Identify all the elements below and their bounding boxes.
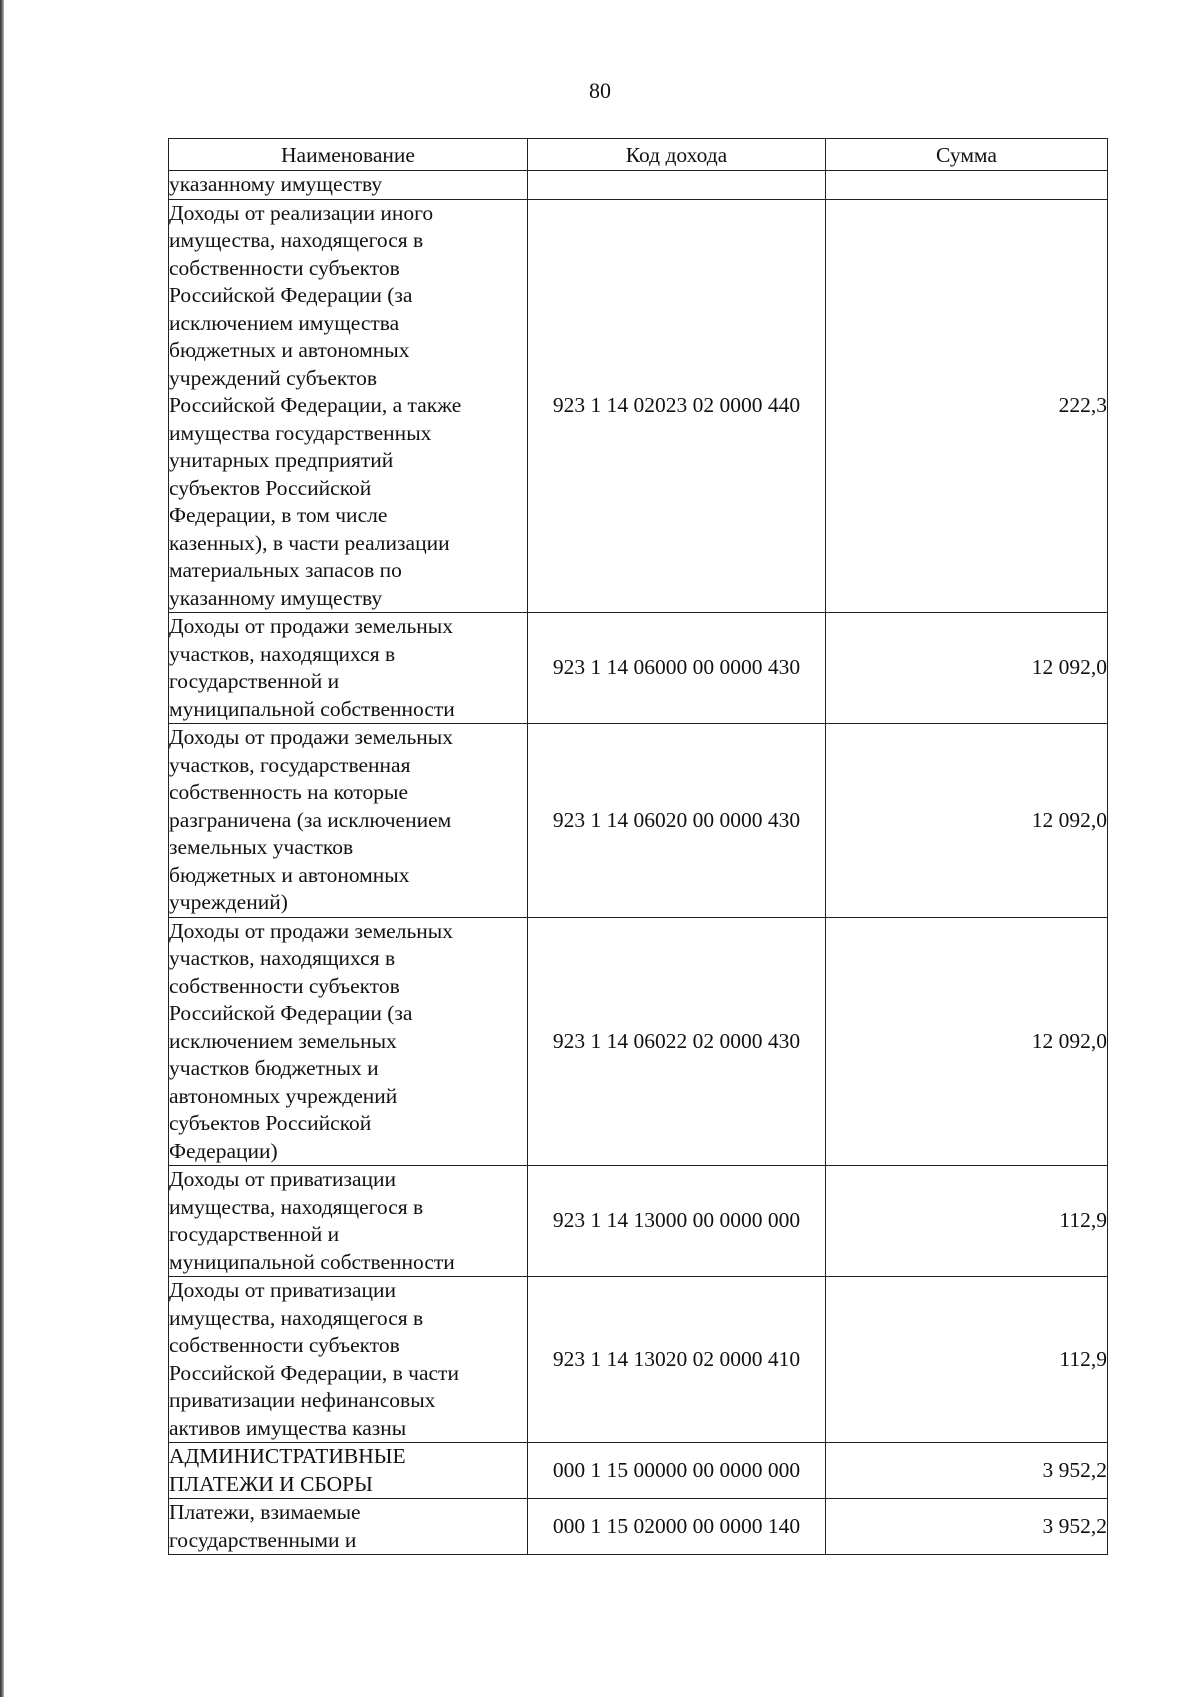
row-amount: 3 952,2: [826, 1499, 1108, 1555]
row-code: 923 1 14 13000 00 0000 000: [528, 1166, 826, 1277]
row-amount: [826, 171, 1108, 200]
header-amount: Сумма: [826, 139, 1108, 171]
row-amount: 12 092,0: [826, 917, 1108, 1166]
revenue-table: [168, 138, 1108, 1555]
row-name: Доходы от продажи земельных участков, находящихся в государственной и муниципальной собственности: [169, 613, 528, 724]
row-name: Доходы от продажи земельных участков, находящихся в собственности субъектов Российской Федерации (за исключением земельных участков бюджетных и автономных учреждений субъектов Российской Федерации): [169, 917, 528, 1166]
row-amount: 222,3: [826, 199, 1108, 613]
table-row: [169, 1499, 1108, 1555]
row-name: Платежи, взимаемые государственными и: [169, 1499, 528, 1555]
row-name: Доходы от приватизации имущества, находящегося в государственной и муниципальной собственности: [169, 1166, 528, 1277]
row-name: Доходы от приватизации имущества, находящегося в собственности субъектов Российской Федерации, в части приватизации нефинансовых активов имущества казны: [169, 1277, 528, 1443]
row-code: [528, 171, 826, 200]
scan-edge-shadow: [0, 0, 4, 1697]
table-row: [169, 613, 1108, 724]
row-code: 923 1 14 06020 00 0000 430: [528, 724, 826, 918]
table-row: [169, 1443, 1108, 1499]
row-code: 923 1 14 13020 02 0000 410: [528, 1277, 826, 1443]
table-row: [169, 1277, 1108, 1443]
row-code: 923 1 14 06000 00 0000 430: [528, 613, 826, 724]
row-code: 000 1 15 02000 00 0000 140: [528, 1499, 826, 1555]
row-code: 000 1 15 00000 00 0000 000: [528, 1443, 826, 1499]
row-name: АДМИНИСТРАТИВНЫЕ ПЛАТЕЖИ И СБОРЫ: [169, 1443, 528, 1499]
table-row: [169, 1166, 1108, 1277]
row-name: указанному имуществу: [169, 171, 528, 200]
table-row: [169, 199, 1108, 613]
table-row: [169, 724, 1108, 918]
row-name: Доходы от реализации иного имущества, находящегося в собственности субъектов Российской Федерации (за исключением имущества бюджетных и автономных учреждений субъектов Российской Федерации, а также имущества государственных унитарных предприятий субъектов Российской Федерации, в том числе казенных), в части реализации материальных запасов по указанному имуществу: [169, 199, 528, 613]
table-row: [169, 171, 1108, 200]
row-code: 923 1 14 06022 02 0000 430: [528, 917, 826, 1166]
row-amount: 12 092,0: [826, 613, 1108, 724]
row-amount: 112,9: [826, 1277, 1108, 1443]
row-name: Доходы от продажи земельных участков, государственная собственность на которые разграничена (за исключением земельных участков бюджетных и автономных учреждений): [169, 724, 528, 918]
header-code: Код дохода: [528, 139, 826, 171]
header-name: Наименование: [169, 139, 528, 171]
row-amount: 12 092,0: [826, 724, 1108, 918]
page-number: 80: [589, 78, 611, 103]
row-amount: 112,9: [826, 1166, 1108, 1277]
row-amount: 3 952,2: [826, 1443, 1108, 1499]
table-row: [169, 917, 1108, 1166]
row-code: 923 1 14 02023 02 0000 440: [528, 199, 826, 613]
table-header-row: [169, 139, 1108, 171]
